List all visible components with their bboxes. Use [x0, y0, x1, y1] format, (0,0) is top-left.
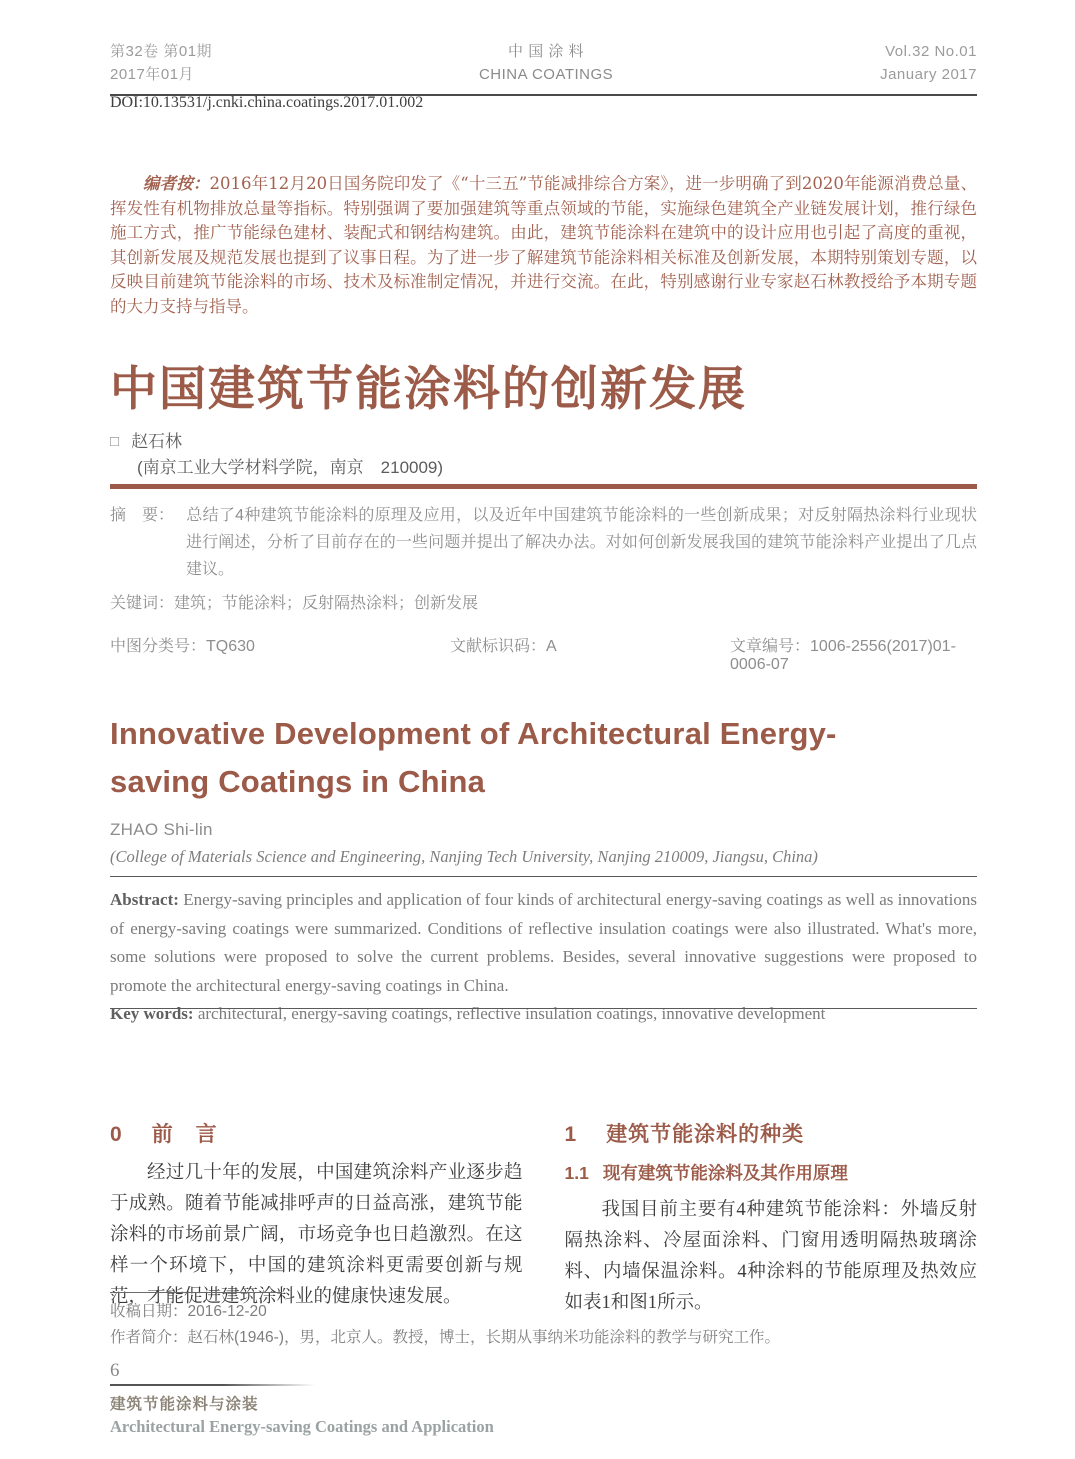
editor-note-text: 2016年12月20日国务院印发了《“十三五”节能减排综合方案》，进一步明确了到2020年能源消费总量、挥发性有机物排放总量等指标。特别强调了要加强建筑等重点领域的节能，实施绿色建筑全产业链发展计划，推行绿色施工方式，推广节能绿色建材、装配式和钢结构建筑。由此，建筑节能涂料在建筑中的设计应用也引起了高度的重视，其创新发展及规范发展也提到了议事日程。为了进一步了解建筑节能涂料相关标准及创新发展，本期特别策划专题，以反映目前建筑节能涂料的市场、技术及标准制定情况，并进行交流。在此，特别感谢行业专家赵石林教授给予本期专题的大力支持与指导。: [110, 174, 977, 316]
journal-header: [110, 40, 977, 96]
header-issue-info-en: [880, 40, 977, 86]
header-issue-info: [110, 40, 212, 86]
editor-note-label: 编者按：: [143, 174, 210, 193]
author-row: [110, 430, 977, 454]
author-bio-label: 作者简介：: [110, 1329, 188, 1346]
subsection-title: 现有建筑节能涂料及其作用原理: [602, 1163, 848, 1183]
footnote-block: [110, 1292, 977, 1351]
journal-name-cn: 中 国 涂 料: [508, 43, 585, 60]
page-number: 6: [110, 1360, 120, 1381]
section-heading-0: [110, 1118, 523, 1148]
keywords-label-cn: 关键词：: [110, 595, 175, 612]
received-date-line: [110, 1299, 977, 1325]
article-title-en: Innovative Development of Architectural Energy-saving Coatings in China: [110, 716, 837, 799]
doi-line: DOI:10.13531/j.cnki.china.coatings.2017.01.002: [110, 94, 424, 111]
section-title: 建筑节能涂料的种类: [606, 1123, 805, 1146]
document-code: 文献标识码：A: [450, 638, 557, 655]
abstract-en: [110, 886, 977, 1000]
editor-note: [110, 172, 977, 319]
footer-column-title-en: Architectural Energy-saving Coatings and Application: [110, 1417, 494, 1436]
section-title: 前 言: [151, 1123, 218, 1146]
volume-issue-cn: 第32卷 第01期: [110, 43, 213, 60]
keywords-cn: [110, 590, 977, 617]
abstract-text-en: Energy-saving principles and application of four kinds of architectural energy-saving coatings as well as innovations of energy-saving coatings were summarized. Conditions of reflective insulation coatings were also illustrated. What's more, some solutions were proposed to solve the current problems. Besides, several innovative suggestions were proposed to promote the architectural energy-saving coatings in China.: [110, 890, 977, 995]
abstract-cn: [110, 502, 977, 583]
abstract-label-en: Abstract:: [110, 890, 179, 909]
clc-number: 中图分类号：TQ630: [110, 638, 255, 655]
author-block: [110, 430, 977, 480]
abstract-text-cn: 总结了4种建筑节能涂料的原理及应用，以及近年中国建筑节能涂料的一些创新成果；对反射隔热涂料行业现状进行阐述，分析了目前存在的一些问题并提出了解决办法。对如何创新发展我国的建筑节能涂料产业提出了几点建议。: [186, 507, 977, 578]
author-bio-line: [110, 1325, 977, 1351]
journal-name-en: CHINA COATINGS: [478, 66, 614, 83]
date-cn: 2017年01月: [110, 66, 195, 83]
subsection-number: 1.1: [564, 1163, 589, 1183]
author-name-cn: 赵石林: [131, 432, 183, 451]
title-divider-rule: [110, 484, 977, 489]
left-column: [110, 1118, 523, 1319]
article-title-cn: 中国建筑节能涂料的创新发展: [110, 362, 747, 415]
received-date-label: 收稿日期：: [110, 1303, 188, 1320]
body-columns: [110, 1118, 977, 1319]
classification-row: [110, 633, 977, 674]
keywords-en: [110, 1000, 977, 1029]
abstract-bottom-rule: [110, 1008, 977, 1009]
section-heading-1: [565, 1118, 978, 1148]
section-1-paragraph: 我国目前主要有4种建筑节能涂料：外墙反射隔热涂料、冷屋面涂料、门窗用透明隔热玻璃涂料、内墙保温涂料。4种涂料的节能原理及热效应如表1和图1所示。: [564, 1200, 977, 1313]
author-bio-value: 赵石林(1946-)，男，北京人。教授，博士，长期从事纳米功能涂料的教学与研究工作。: [187, 1329, 780, 1346]
right-column: [565, 1118, 978, 1319]
author-name-en: ZHAO Shi-lin: [110, 820, 213, 839]
page-footer: [110, 1360, 977, 1437]
abstract-top-rule: [110, 876, 977, 877]
subsection-heading-1-1: [565, 1160, 978, 1185]
footer-column-title-cn: 建筑节能涂料与涂装: [110, 1396, 259, 1413]
article-id: 文章编号：1006-2556(2017)01-0006-07: [730, 638, 956, 673]
volume-issue-en: Vol.32 No.01: [885, 43, 977, 60]
received-date-value: 2016-12-20: [187, 1303, 267, 1320]
section-0-paragraph: 经过几十年的发展，中国建筑涂料产业逐步趋于成熟。随着节能减排呼声的日益高涨，建筑节能涂料的市场前景广阔，市场竞争也日趋激烈。在这样一个环境下，中国的建筑涂料更需要创新与规范，才能促进建筑涂料业的健康快速发展。: [110, 1163, 523, 1307]
keywords-label-en: Key words:: [110, 1004, 194, 1023]
keywords-text-cn: 建筑；节能涂料；反射隔热涂料；创新发展: [174, 595, 479, 612]
footer-rule: [110, 1384, 315, 1386]
footnote-separator: [110, 1292, 282, 1293]
abstract-label-cn: 摘 要：: [110, 507, 175, 524]
section-number: 0: [110, 1123, 130, 1146]
date-en: January 2017: [880, 66, 977, 83]
section-number: 1: [564, 1123, 585, 1146]
affiliation-cn: (南京工业大学材料学院，南京 210009): [137, 458, 444, 477]
keywords-text-en: architectural, energy-saving coatings, reflective insulation coatings, innovative development: [193, 1004, 826, 1023]
affiliation-en: (College of Materials Science and Engineering, Nanjing Tech University, Nanjing 210009, Jiangsu, China): [110, 847, 818, 866]
journal-name: [479, 40, 613, 86]
abstract-block-cn: [110, 502, 977, 674]
author-marker-icon: □: [110, 433, 120, 450]
